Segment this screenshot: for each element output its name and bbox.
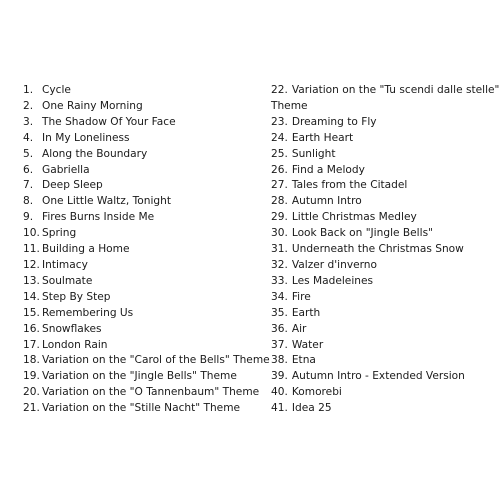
track-title: Gabriella — [42, 163, 90, 176]
track-title: One Rainy Morning — [42, 99, 143, 112]
track-item — [23, 401, 268, 417]
track-title: The Shadow Of Your Face — [42, 115, 176, 128]
track-title: Underneath the Christmas Snow — [291, 243, 464, 256]
track-number: 10. — [23, 227, 40, 240]
track-number: 5. — [23, 147, 34, 160]
track-number: 23. — [271, 115, 288, 128]
track-title-line-1: Variation on the "Tu scendi dalle stelle" — [291, 84, 500, 96]
track-item — [271, 353, 497, 369]
track-item — [271, 338, 497, 354]
track-item — [271, 163, 497, 179]
track-number: 24. — [271, 131, 288, 144]
track-item — [23, 147, 268, 163]
track-number: 20. — [23, 386, 40, 399]
track-number: 7. — [23, 179, 34, 192]
track-title: Earth — [291, 306, 321, 319]
track-number: 39. — [271, 370, 288, 383]
tracklist-right-column — [271, 83, 500, 417]
track-title: Cycle — [42, 84, 71, 96]
track-title: Little Christmas Medley — [291, 211, 417, 224]
track-item — [23, 369, 268, 385]
track-item — [23, 274, 268, 290]
tracklist-left-column — [23, 83, 268, 417]
track-item — [23, 178, 268, 194]
track-title: Variation on the "Carol of the Bells" Theme — [42, 354, 270, 367]
track-title: Step By Step — [42, 290, 111, 303]
track-number: 38. — [271, 354, 288, 367]
track-title: Earth Heart — [291, 131, 354, 144]
track-number: 21. — [23, 402, 40, 415]
track-item — [271, 83, 500, 115]
track-number: 37. — [271, 338, 288, 351]
track-number: 22. — [271, 84, 288, 96]
track-item — [271, 131, 497, 147]
track-number: 31. — [271, 243, 288, 256]
track-number: 2. — [23, 99, 34, 112]
track-item — [23, 290, 268, 306]
track-number: 32. — [271, 258, 288, 271]
track-number: 17. — [23, 338, 40, 351]
track-title: Remembering Us — [42, 306, 134, 319]
track-item — [23, 99, 268, 115]
track-item — [271, 258, 497, 274]
track-item — [23, 226, 268, 242]
track-title: Etna — [291, 354, 316, 367]
track-item — [271, 226, 497, 242]
track-title: Deep Sleep — [42, 179, 103, 192]
track-item — [23, 83, 268, 99]
track-title: In My Loneliness — [42, 131, 130, 144]
track-title: Water — [291, 338, 324, 351]
track-number: 30. — [271, 227, 288, 240]
track-title: London Rain — [42, 338, 108, 351]
track-title: Soulmate — [42, 274, 93, 287]
track-number: 19. — [23, 370, 40, 383]
track-number: 36. — [271, 322, 288, 335]
track-item — [271, 401, 497, 417]
track-number: 41. — [271, 402, 288, 415]
track-title: Variation on the "O Tannenbaum" Theme — [42, 386, 260, 399]
track-item — [271, 242, 497, 258]
track-title: Fires Burns Inside Me — [42, 211, 155, 224]
track-title: Air — [291, 322, 307, 335]
track-title: Sunlight — [291, 147, 336, 160]
track-item — [271, 322, 497, 338]
track-title: Along the Boundary — [42, 147, 148, 160]
track-item — [271, 369, 497, 385]
track-item — [23, 242, 268, 258]
track-item — [271, 306, 497, 322]
track-title: Variation on the "Jingle Bells" Theme — [42, 370, 237, 383]
track-title-line-2: Theme — [271, 99, 308, 112]
track-number: 28. — [271, 195, 288, 208]
track-number: 9. — [23, 211, 34, 224]
track-number: 16. — [23, 322, 40, 335]
track-item — [271, 210, 497, 226]
track-item — [23, 115, 268, 131]
track-title: Find a Melody — [291, 163, 365, 176]
track-number: 25. — [271, 147, 288, 160]
track-title: Idea 25 — [291, 402, 332, 415]
track-number: 27. — [271, 179, 288, 192]
track-number: 12. — [23, 258, 40, 271]
track-item — [23, 306, 268, 322]
track-item — [23, 163, 268, 179]
track-title: Tales from the Citadel — [291, 179, 408, 192]
track-number: 18. — [23, 354, 40, 367]
track-number: 14. — [23, 290, 40, 303]
track-number: 8. — [23, 195, 34, 208]
track-title: Fire — [291, 290, 311, 303]
track-number: 40. — [271, 386, 288, 399]
track-title: One Little Waltz, Tonight — [42, 195, 172, 208]
track-number: 1. — [23, 84, 34, 96]
track-number: 13. — [23, 274, 40, 287]
track-number: 33. — [271, 274, 288, 287]
track-title: Les Madeleines — [291, 274, 374, 287]
track-item — [271, 385, 497, 401]
track-item — [271, 147, 497, 163]
track-item — [23, 385, 268, 401]
track-number: 35. — [271, 306, 288, 319]
track-number: 4. — [23, 131, 34, 144]
track-title: Snowflakes — [42, 322, 102, 335]
track-number: 11. — [23, 243, 40, 256]
track-item — [23, 131, 268, 147]
track-title: Autumn Intro — [291, 195, 362, 208]
track-title: Building a Home — [42, 243, 130, 256]
track-number: 6. — [23, 163, 34, 176]
track-title: Variation on the "Stille Nacht" Theme — [42, 402, 241, 415]
track-title: Valzer d'inverno — [291, 258, 377, 271]
track-title: Autumn Intro - Extended Version — [291, 370, 465, 383]
track-number: 34. — [271, 290, 288, 303]
track-item — [23, 194, 268, 210]
track-number: 15. — [23, 306, 40, 319]
track-item — [271, 290, 497, 306]
track-item — [271, 194, 497, 210]
track-item — [23, 338, 268, 354]
track-item — [23, 353, 268, 369]
track-number: 29. — [271, 211, 288, 224]
track-number: 3. — [23, 115, 34, 128]
track-title: Komorebi — [291, 386, 342, 399]
track-item — [271, 178, 497, 194]
track-title: Dreaming to Fly — [291, 115, 377, 128]
track-item — [23, 322, 268, 338]
track-number: 26. — [271, 163, 288, 176]
track-item — [271, 115, 497, 131]
track-title: Intimacy — [42, 258, 88, 271]
track-title: Look Back on "Jingle Bells" — [291, 227, 433, 240]
track-item — [271, 274, 497, 290]
track-item — [23, 258, 268, 274]
track-title: Spring — [42, 227, 77, 240]
track-item — [23, 210, 268, 226]
